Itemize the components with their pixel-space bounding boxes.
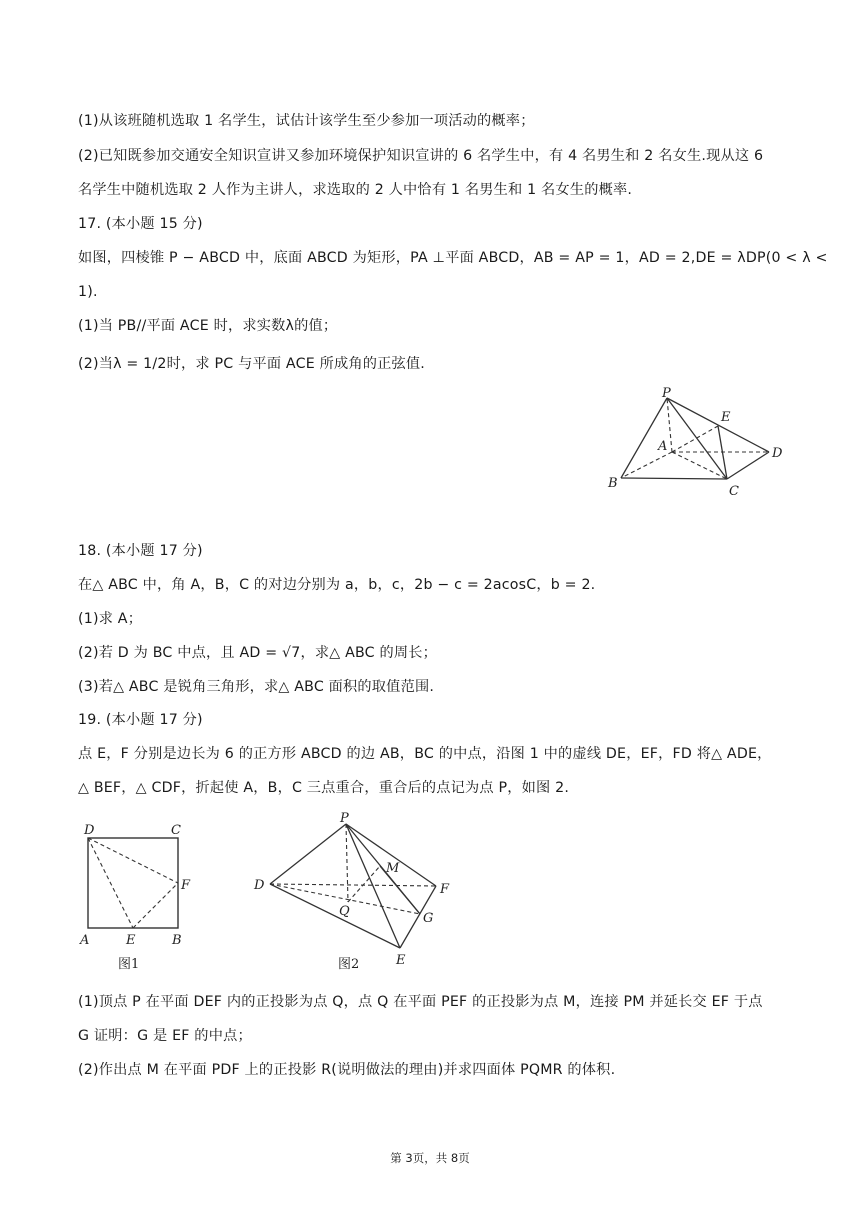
q19-figure-2 bbox=[250, 808, 460, 978]
label-D: D bbox=[772, 446, 783, 461]
q17-part1: (1)当 PB//平面 ACE 时，求实数λ的值； bbox=[78, 318, 338, 334]
q18-stem: 在△ ABC 中，角 A，B，C 的对边分别为 a，b，c，2b − c = 2acosC，b = 2. bbox=[78, 577, 596, 593]
q19-stem-cont: △ BEF，△ CDF，折起使 A，B，C 三点重合，重合后的点记为点 P，如图 2. bbox=[78, 780, 570, 796]
fig1-label-F: F bbox=[181, 878, 191, 893]
fig1-label-D: D bbox=[84, 823, 95, 838]
q17-pyramid-figure bbox=[605, 382, 790, 502]
fig1-label-A: A bbox=[80, 933, 90, 948]
q19-part2: (2)作出点 M 在平面 PDF 上的正投影 R(说明做法的理由)并求四面体 PQMR 的体积. bbox=[78, 1062, 616, 1078]
fig1-label-B: B bbox=[172, 933, 182, 948]
fig2-label-G: G bbox=[423, 911, 434, 926]
label-C: C bbox=[729, 484, 739, 499]
fig1-label-E: E bbox=[126, 933, 136, 948]
q17-stem-cont: 1). bbox=[78, 284, 98, 300]
q19-header: 19. (本小题 17 分) bbox=[78, 712, 203, 728]
q16-part2: (2)已知既参加交通安全知识宣讲又参加环境保护知识宣讲的 6 名学生中，有 4 名男生和 2 名女生.现从这 6 bbox=[78, 148, 764, 164]
label-A: A bbox=[658, 439, 668, 454]
q17-header: 17. (本小题 15 分) bbox=[78, 216, 203, 232]
fig2-label-E: E bbox=[396, 953, 406, 968]
q19-part1: (1)顶点 P 在平面 DEF 内的正投影为点 Q，点 Q 在平面 PEF 的正投影为点 M，连接 PM 并延长交 EF 于点 bbox=[78, 994, 763, 1010]
label-E: E bbox=[721, 410, 731, 425]
q16-part2-cont: 名学生中随机选取 2 人作为主讲人，求选取的 2 人中恰有 1 名男生和 1 名女生的概率. bbox=[78, 182, 633, 198]
q17-part2: (2)当λ = 1/2时，求 PC 与平面 ACE 所成角的正弦值. bbox=[78, 356, 425, 372]
q19-stem: 点 E，F 分别是边长为 6 的正方形 ABCD 的边 AB，BC 的中点，沿图 1 中的虚线 DE，EF，FD 将△ ADE， bbox=[78, 746, 772, 762]
fig2-label-Q: Q bbox=[339, 904, 350, 919]
page-footer: 第 3页，共 8页 bbox=[390, 1151, 470, 1165]
q19-figure-1 bbox=[78, 818, 198, 978]
q19-part1-cont: G 证明：G 是 EF 的中点； bbox=[78, 1028, 252, 1044]
q18-part1: (1)求 A； bbox=[78, 611, 143, 627]
q18-part2: (2)若 D 为 BC 中点，且 AD = √7，求△ ABC 的周长； bbox=[78, 645, 438, 661]
q17-stem: 如图，四棱锥 P − ABCD 中，底面 ABCD 为矩形，PA ⊥平面 ABCD，AB = AP = 1，AD = 2,DE = λDP(0 < λ < bbox=[78, 250, 828, 266]
q16-part1: (1)从该班随机选取 1 名学生，试估计该学生至少参加一项活动的概率； bbox=[78, 113, 535, 129]
q18-header: 18. (本小题 17 分) bbox=[78, 543, 203, 559]
fig1-caption: 图1 bbox=[118, 957, 140, 972]
fig2-label-P: P bbox=[340, 811, 349, 826]
fig2-label-M: M bbox=[386, 861, 400, 876]
q18-part3: (3)若△ ABC 是锐角三角形，求△ ABC 面积的取值范围. bbox=[78, 679, 435, 695]
fig2-caption: 图2 bbox=[338, 957, 360, 972]
fig1-label-C: C bbox=[171, 823, 181, 838]
fig2-label-F: F bbox=[440, 882, 450, 897]
label-B: B bbox=[608, 476, 618, 491]
label-P: P bbox=[662, 386, 671, 401]
fig2-label-D: D bbox=[254, 878, 265, 893]
